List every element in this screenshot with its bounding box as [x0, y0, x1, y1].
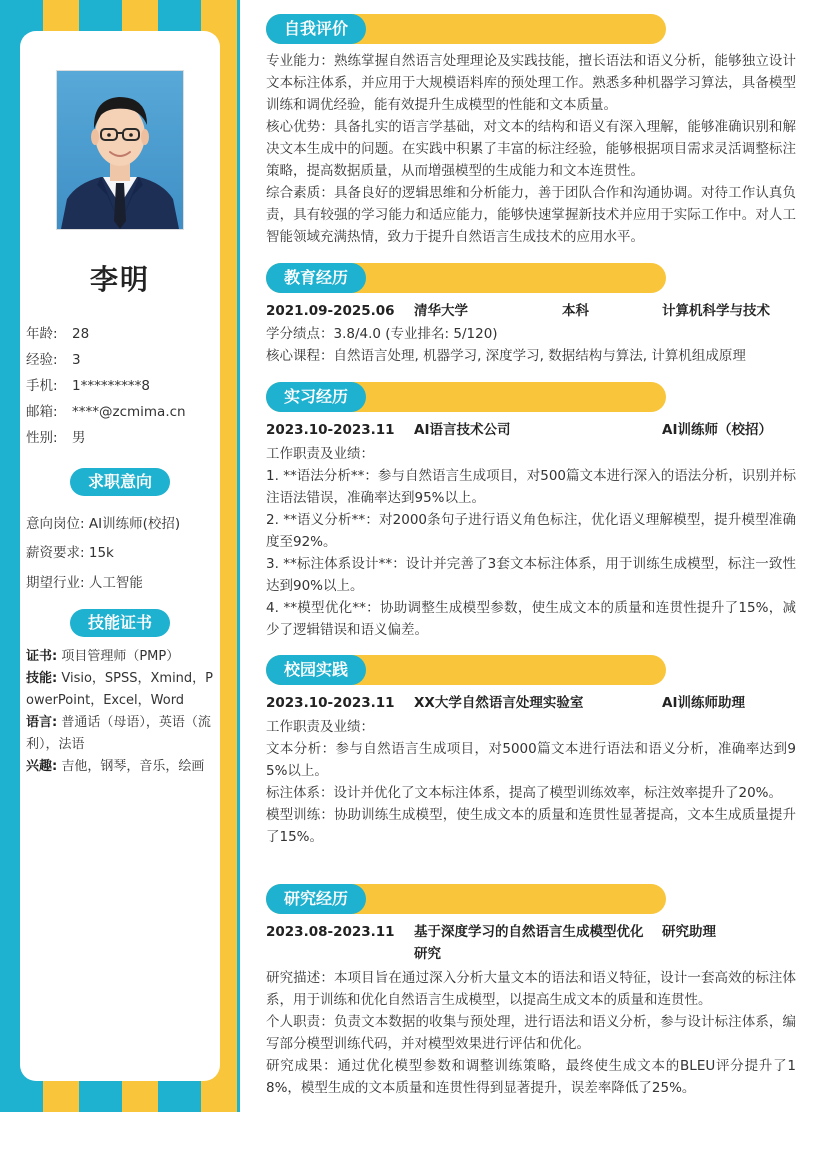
campus-entry-header [266, 692, 796, 714]
skill-value: 吉他，钢琴，音乐，绘画 [61, 759, 205, 774]
info-value: ****@zcmima.cn [72, 404, 186, 420]
campus-role: AI训练师助理 [662, 695, 745, 711]
internship-line: 1. **语法分析**：参与自然语言生成项目，对500篇文本进行深入的语法分析，识别并标注语法错误，准确率达到95%以上。 [266, 468, 796, 506]
research-details [266, 967, 796, 1099]
pref-value: AI训练师(校招) [88, 516, 181, 532]
internship-company: AI语言技术公司 [414, 422, 511, 438]
self-eval-paragraph: 综合素质：具备良好的逻辑思维和分析能力，善于团队合作和沟通协调。对待工作认真负责，具有较强的学习能力和适应能力，能够快速掌握新技术并应用于实际工作中。对人工智能领域充满热情，致力于提升自然语言生成技术的应用水平。 [266, 185, 796, 245]
campus-line: 模型训练：协助训练生成模型，使生成文本的质量和连贯性显著提高，文本生成质量提升了15%。 [266, 807, 796, 845]
research-section-header [266, 884, 666, 914]
skill-item-interests [26, 756, 216, 778]
self-eval-heading: 自我评价 [266, 14, 366, 44]
skills-list [26, 646, 216, 778]
candidate-name: 李明 [89, 263, 150, 296]
info-label: 邮箱: [26, 404, 58, 420]
internship-line: 2. **语义分析**：对2000条句子进行语义角色标注，优化语义理解模型，提升模型准确度至92%。 [266, 512, 796, 550]
info-value: 男 [72, 430, 86, 446]
campus-line: 文本分析：参与自然语言生成项目，对5000篇文本进行语法和语义分析，准确率达到95%以上。 [266, 741, 796, 779]
internship-heading: 实习经历 [266, 382, 366, 412]
pref-label: 薪资要求: [26, 545, 85, 561]
info-value: 28 [72, 326, 90, 342]
education-section-header [266, 263, 666, 293]
job-intent-position [26, 512, 216, 532]
education-degree: 本科 [562, 303, 589, 319]
skill-label: 语言: [26, 715, 58, 730]
pref-value: 15k [88, 545, 114, 561]
pref-label: 期望行业: [26, 575, 85, 591]
education-heading: 教育经历 [266, 263, 366, 293]
internship-entry-header [266, 419, 796, 441]
info-row-age [26, 322, 216, 342]
campus-period: 2023.10-2023.11 [266, 695, 395, 711]
education-period: 2021.09-2025.06 [266, 303, 395, 319]
campus-section-header [266, 655, 666, 685]
campus-heading: 校园实践 [266, 655, 366, 685]
campus-details [266, 716, 796, 848]
self-eval-section-header [266, 14, 666, 44]
info-label: 手机: [26, 378, 58, 394]
research-project: 基于深度学习的自然语言生成模型优化研究 [414, 924, 644, 962]
info-row-phone [26, 374, 216, 394]
skill-label: 技能: [26, 671, 58, 686]
info-row-experience [26, 348, 216, 368]
skill-item-certificate [26, 646, 216, 668]
job-intent-salary [26, 541, 216, 561]
job-intent-industry [26, 571, 216, 591]
research-line: 研究成果：通过优化模型参数和调整训练策略，最终使生成文本的BLEU评分提升了18%，模型生成的文本质量和连贯性得到显著提升，误差率降低了25%。 [266, 1058, 796, 1096]
research-period: 2023.08-2023.11 [266, 924, 395, 940]
skills-heading: 技能证书 [70, 609, 170, 637]
info-row-email [26, 400, 216, 420]
info-label: 年龄: [26, 326, 58, 342]
self-eval-paragraph: 核心优势：具备扎实的语言学基础，对文本的结构和语义有深入理解，能够准确识别和解决文本生成中的问题。在实践中积累了丰富的标注经验，能够根据项目需求灵活调整标注策略，提高数据质量，从而增强模型的生成能力和文本连贯性。 [266, 119, 796, 179]
pref-label: 意向岗位: [26, 516, 85, 532]
self-eval-content [266, 50, 796, 248]
research-line: 研究描述：本项目旨在通过深入分析大量文本的语法和语义特征，设计一套高效的标注体系，用于训练和优化自然语言生成模型，以提高生成文本的质量和连贯性。 [266, 970, 796, 1008]
education-school: 清华大学 [414, 303, 468, 319]
skill-value: Visio，SPSS，Xmind，PowerPoint，Excel，Word [26, 671, 214, 708]
info-value: 1*********8 [72, 378, 150, 394]
internship-line: 工作职责及业绩： [266, 446, 374, 462]
pref-value: 人工智能 [88, 575, 143, 591]
campus-line: 标注体系：设计并优化了文本标注体系，提高了模型训练效率，标注效率提升了20%。 [266, 785, 783, 801]
internship-details [266, 443, 796, 641]
internship-role: AI训练师（校招） [662, 422, 772, 438]
skill-label: 兴趣: [26, 759, 58, 774]
avatar [56, 70, 184, 230]
info-row-gender [26, 426, 216, 446]
skill-label: 证书: [26, 649, 58, 664]
campus-line: 工作职责及业绩： [266, 719, 374, 735]
education-line: 核心课程：自然语言处理, 机器学习, 深度学习, 数据结构与算法, 计算机组成原理 [266, 348, 746, 364]
education-entry-header [266, 300, 796, 322]
skill-item-tools [26, 668, 216, 712]
internship-line: 4. **模型优化**：协助调整生成模型参数，使生成文本的质量和连贯性提升了15%，减少了逻辑错误和语义偏差。 [266, 600, 796, 638]
info-label: 经验: [26, 352, 58, 368]
profile-photo-icon [57, 71, 183, 229]
info-value: 3 [72, 352, 81, 368]
internship-line: 3. **标注体系设计**：设计并完善了3套文本标注体系，用于训练生成模型，标注一致性达到90%以上。 [266, 556, 796, 594]
research-line: 个人职责：负责文本数据的收集与预处理，进行语法和语义分析，参与设计标注体系，编写部分模型训练代码，并对模型效果进行评估和优化。 [266, 1014, 796, 1052]
skill-value: 普通话（母语），英语（流利），法语 [26, 715, 211, 752]
campus-org: XX大学自然语言处理实验室 [414, 695, 584, 711]
education-major: 计算机科学与技术 [662, 303, 770, 319]
self-eval-paragraph: 专业能力：熟练掌握自然语言处理理论及实践技能，擅长语法和语义分析，能够独立设计文本标注体系，并应用于大规模语料库的预处理工作。熟悉多种机器学习算法，具备模型训练和调优经验，能有效提升生成模型的性能和文本质量。 [266, 53, 796, 113]
research-heading: 研究经历 [266, 884, 366, 914]
info-label: 性别: [26, 430, 58, 446]
education-line: 学分绩点：3.8/4.0 (专业排名: 5/120) [266, 326, 498, 342]
internship-period: 2023.10-2023.11 [266, 422, 395, 438]
job-intent-heading: 求职意向 [70, 468, 170, 496]
skill-item-languages [26, 712, 216, 756]
skill-value: 项目管理师（PMP） [61, 649, 180, 664]
education-details [266, 323, 796, 367]
research-role: 研究助理 [662, 924, 716, 940]
research-entry-header [266, 921, 796, 965]
internship-section-header [266, 382, 666, 412]
